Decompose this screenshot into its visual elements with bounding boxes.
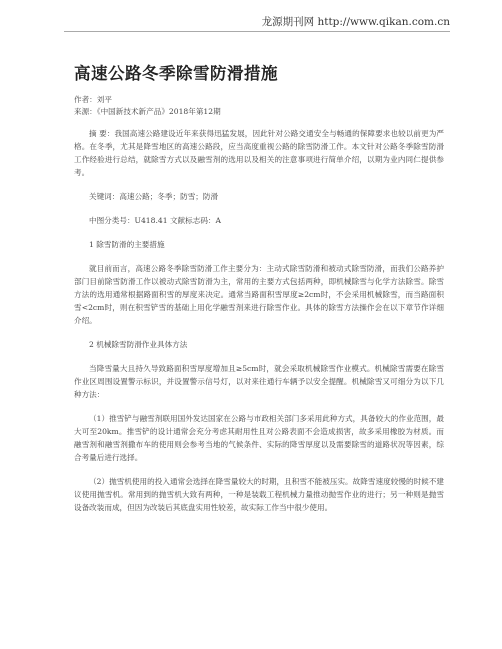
article-abstract: 摘 要：我国高速公路建设近年来获得迅猛发展，因此针对公路交通安全与畅通的保障要求也较以前更为严格。在冬季，尤其是降雪地区的高速公路段，应当高度重视公路的除雪防滑工作。本文针对公路冬季除雪防滑工作经验进行总结，就除雪方式以及融雪剂的选用以及相关的注意事项进行简单介绍，以期为业内同仁提供参考。: [74, 129, 444, 177]
section-2-body: 当降雪量大且持久导致路面积雪厚度增加且≥5cm时，就会采取机械除雪作业模式。机械除雪需要在除雪作业区周围设置警示标识，并设置警示信号灯，以对来往通行车辆予以安全提醒。机械除雪又可细分为以下几种方法：: [74, 364, 444, 399]
section-2-heading: 2 机械除雪防滑作业具体方法: [89, 340, 188, 349]
section-1-body: 就目前而言，高速公路冬季除雪防滑工作主要分为：主动式除雪防滑和被动式除雪防滑，而我们公路养护部门目前除雪防滑工作以被动式除雪防滑为主，常用的主要方式包括两种，即机械除雪与化学方法除雪。除雪方法的选用通常根据路面积雪的厚度来决定。通常当路面积雪厚度≥2cm时，不会采用机械除雪，而当路面积雪<2cm时，则在积雪铲雪的基础上用化学融雪剂来进行除雪作业。具体的除雪方法操作会在以下章节作详细介绍。: [74, 264, 444, 325]
journal-site-header: 龙源期刊网 http://www.qikan.com.cn: [261, 16, 450, 28]
header-divider: [64, 31, 450, 32]
article-author: 作者：刘平: [74, 95, 112, 104]
article-classification: 中图分类号：U418.41 文献标志码：A: [89, 216, 221, 225]
article-title: 高速公路冬季除雪防滑措施: [74, 64, 278, 83]
article-keywords: 关键词：高速公路；冬季；防雪；防滑: [89, 192, 219, 201]
list-item-2: （2）抛雪机使用的投入通常会选择在降雪量较大的时期，且积雪不能被压实。故降雪速度较慢的时候不建议使用抛雪机。常用到的抛雪机大致有两种，一种是装载工程机械力量推动抛雪作业的进行；另一种则是抛雪设备改装而成，但因为改装后其底盘实用性较差，故实际工作当中很少使用。: [74, 477, 444, 512]
section-1-heading: 1 除雪防滑的主要措施: [89, 240, 165, 249]
list-item-1: （1）推雪铲与融雪剂联用国外发达国家在公路与市政相关部门多采用此种方式，具备较大的作业范围，最大可至20km。推雪铲的设计通常会充分考虑其耐用性且对公路表面不会造成损害，故多采用橡胶为材质。而融雪剂和融雪剂撒布车的使用则会参考当地的气候条件、实际的降雪厚度以及需要除雪的道路状况等因素，综合考量后进行选择。: [74, 414, 444, 462]
article-body: [74, 60, 444, 514]
article-source: 来源：《中国新技术新产品》2018年第12期: [74, 107, 221, 116]
